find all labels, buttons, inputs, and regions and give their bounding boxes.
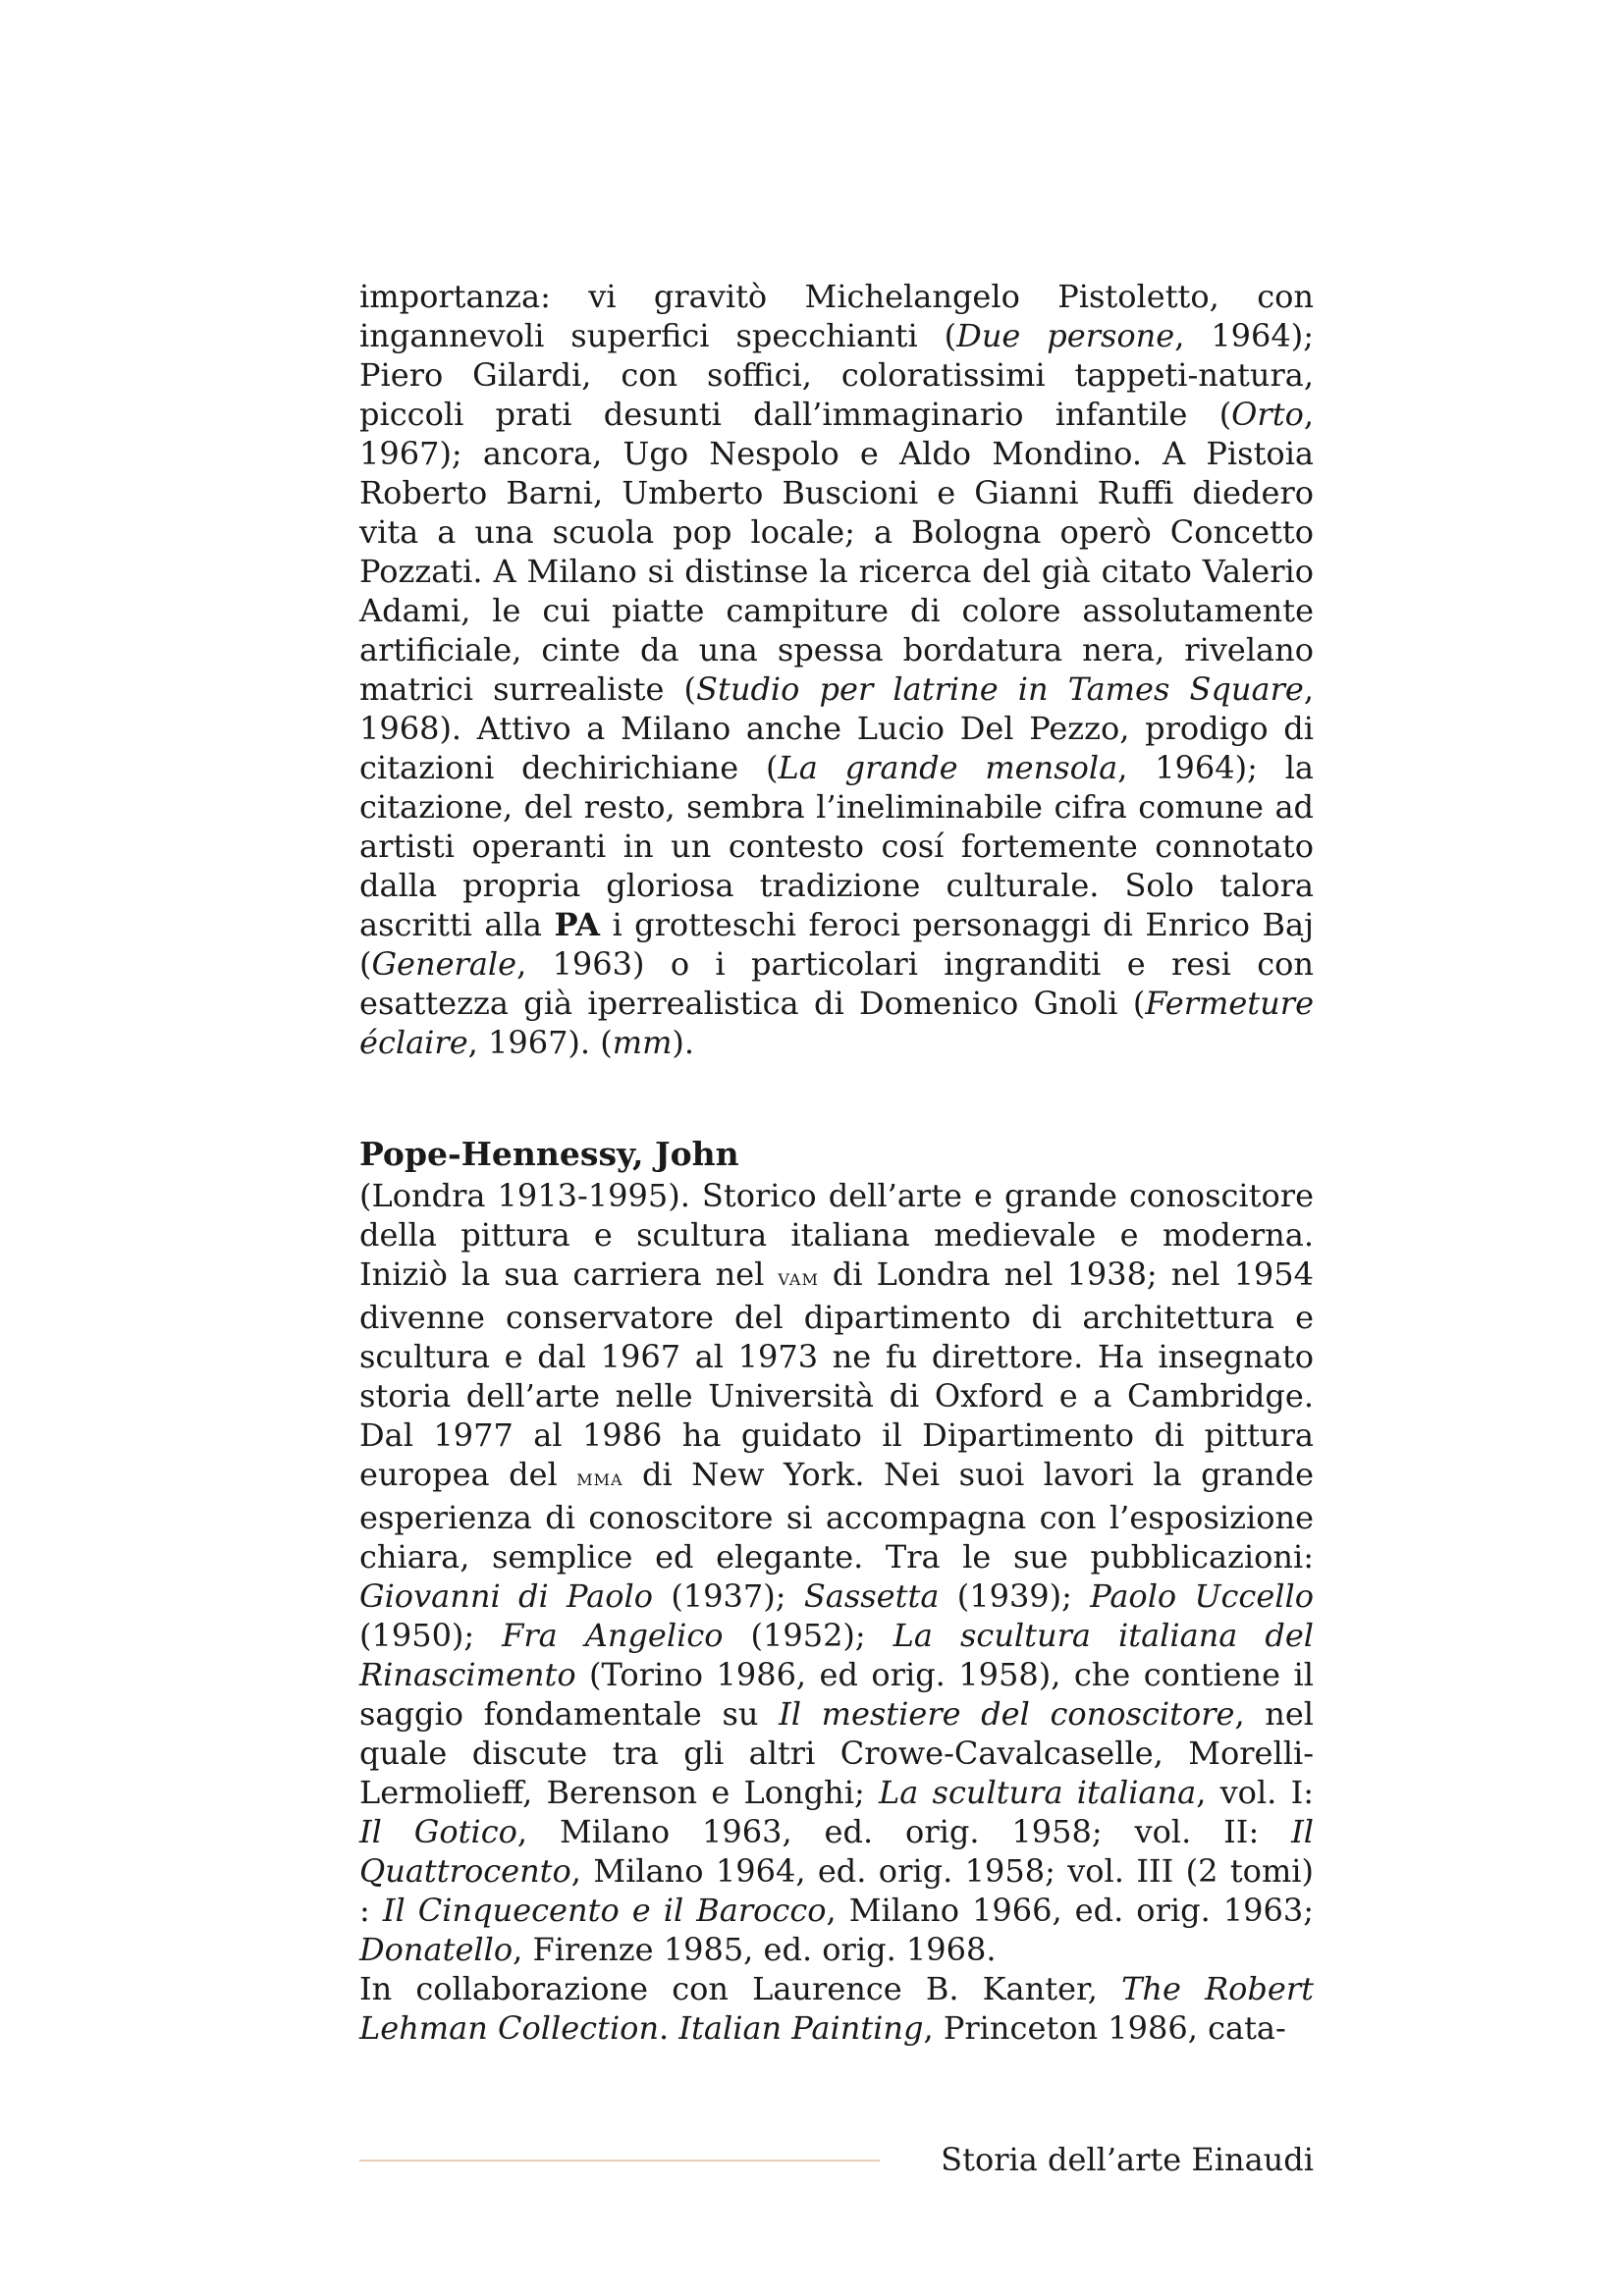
- entry-paragraph: In collaborazione con Laurence B. Kanter, The Robert Lehman Collection. Italian Painting, Princeton 1986, cata-: [359, 1970, 1315, 2047]
- work-title: Fermeture éclaire: [359, 985, 1314, 1061]
- work-title: Il Quattrocento: [359, 1813, 1315, 1890]
- work-title: La scultura italiana del Rinascimento: [359, 1617, 1315, 1693]
- work-title: Italian Painting: [678, 2009, 924, 2047]
- work-title: Generale: [371, 945, 517, 983]
- running-title: Storia dell’arte Einaudi: [941, 2141, 1314, 2178]
- author-initials: mm: [612, 1024, 673, 1061]
- footer-rule: [359, 2160, 880, 2162]
- museum-abbreviation: mma: [576, 1466, 623, 1491]
- work-title: La grande mensola: [778, 749, 1118, 786]
- museum-abbreviation: vam: [778, 1265, 819, 1291]
- work-title: Due persone: [956, 317, 1175, 354]
- work-title: Paolo Uccello: [1090, 1577, 1314, 1615]
- work-title: Sassetta: [803, 1577, 940, 1615]
- work-title: Il Gotico: [359, 1813, 517, 1850]
- entry-heading: Pope-Hennessy, John: [359, 1135, 739, 1173]
- continued-paragraph: importanza: vi gravitò Michelangelo Pistoletto, con ingannevoli superfici specchianti (Due persone, 1964); Piero Gilardi, con soffici, coloratissimi tappeti-natura, piccoli prati desunti dall’immaginario infantile (Orto, 1967); ancora, Ugo Nespolo e Aldo Mondino. A Pistoia Roberto Barni, Umberto Buscioni e Gianni Ruffi diedero vita a una scuola pop locale; a Bologna operò Concetto Pozzati. A Milano si distinse la ricerca del già citato Valerio Adami, le cui piatte campiture di colore assolutamente artificiale, cinte da una spessa bordatura nera, rivelano matrici surrealiste (Studio per latrine in Tames Square, 1968). Attivo a Milano anche Lucio Del Pezzo, prodigo di citazioni dechirichiane (La grande mensola, 1964); la citazione, del resto, sembra l’ineliminabile cifra comune ad artisti operanti in un contesto cosí fortemente connotato dalla propria gloriosa tradizione culturale. Solo talora ascritti alla PA i grotteschi feroci personaggi di Enrico Baj (Generale, 1963) o i particolari ingranditi e resi con esattezza già iperrealistica di Domenico Gnoli (Fermeture éclaire, 1967). (mm).: [359, 278, 1315, 1061]
- work-title: Giovanni di Paolo: [359, 1577, 653, 1615]
- work-title: Orto: [1231, 396, 1304, 433]
- work-title: Studio per latrine in Tames Square: [696, 670, 1304, 708]
- work-title: Fra Angelico: [502, 1617, 724, 1654]
- work-title: Il Cinquecento e il Barocco: [382, 1892, 827, 1929]
- work-title: The Robert Lehman Collection: [359, 1970, 1315, 2047]
- entry-paragraph: (Londra 1913-1995). Storico dell’arte e grande conoscitore della pittura e scultura italiana medievale e moderna. Iniziò la sua carriera nel vam di Londra nel 1938; nel 1954 divenne conservatore del dipartimento di architettura e scultura e dal 1967 al 1973 ne fu direttore. Ha insegnato storia dell’arte nelle Università di Oxford e a Cambridge. Dal 1977 al 1986 ha guidato il Dipartimento di pittura europea del mma di New York. Nei suoi lavori la grande esperienza di conoscitore si accompagna con l’esposizione chiara, semplice ed elegante. Tra le sue pubblicazioni: Giovanni di Paolo (1937); Sassetta (1939); Paolo Uccello (1950); Fra Angelico (1952); La scultura italiana del Rinascimento (Torino 1986, ed orig. 1958), che contiene il saggio fondamentale su Il mestiere del conoscitore, nel quale discute tra gli altri Crowe-Cavalcaselle, Morelli-Lermolieff, Berenson e Longhi; La scultura italiana, vol. I: Il Gotico, Milano 1963, ed. orig. 1958; vol. II: Il Quattrocento, Milano 1964, ed. orig. 1958; vol. III (2 tomi) : Il Cinquecento e il Barocco, Milano 1966, ed. orig. 1963; Donatello, Firenze 1985, ed. orig. 1968.: [359, 1177, 1315, 1968]
- cross-reference: PA: [554, 906, 600, 943]
- work-title: La scultura italiana: [878, 1774, 1197, 1811]
- text-column: [359, 277, 1314, 2048]
- work-title: Donatello: [359, 1931, 514, 1968]
- work-title: Il mestiere del conoscitore: [779, 1695, 1235, 1733]
